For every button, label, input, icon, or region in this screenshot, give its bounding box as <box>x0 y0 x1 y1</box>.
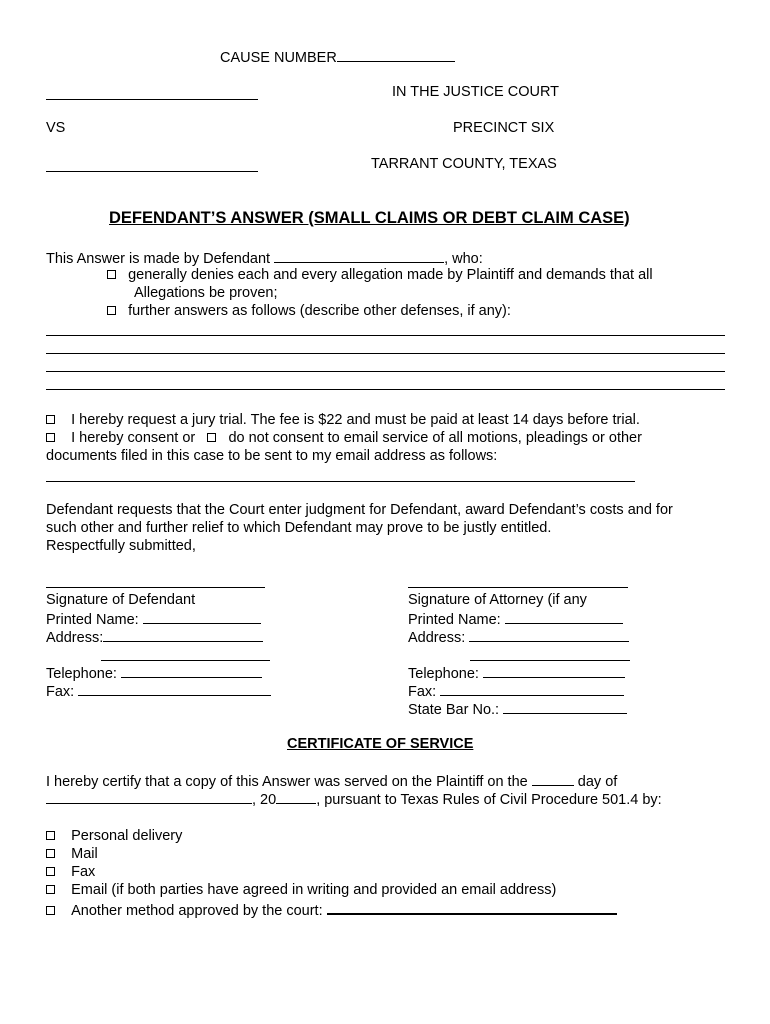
attorney-state-bar-field[interactable] <box>503 699 627 714</box>
attorney-telephone-field[interactable] <box>483 663 625 678</box>
attorney-fax-row <box>408 681 624 701</box>
email-consent-line2: documents filed in this case to be sent to my email address as follows: <box>46 448 498 464</box>
email-consent-row <box>46 429 725 447</box>
jury-request-checkbox[interactable] <box>46 415 55 424</box>
service-year-field[interactable] <box>276 789 316 804</box>
mail-label: Mail <box>71 846 98 862</box>
respectfully-submitted: Respectfully submitted, <box>46 538 196 554</box>
cause-number-row <box>220 47 455 67</box>
certificate-year-prefix: , 20 <box>252 792 277 808</box>
defense-line-1[interactable] <box>46 335 725 336</box>
email-consent-text: I hereby consent or <box>71 430 196 446</box>
certificate-line2-suffix: , pursuant to Texas Rules of Civil Procedure 501.4 by: <box>316 792 662 808</box>
mail-checkbox[interactable] <box>46 849 55 858</box>
precinct-label: PRECINCT SIX <box>453 120 555 136</box>
defense-line-2[interactable] <box>46 353 725 354</box>
attorney-state-bar-label: State Bar No.: <box>408 702 500 718</box>
email-consent-part <box>46 429 642 447</box>
personal-delivery-checkbox[interactable] <box>46 831 55 840</box>
defendant-telephone-row <box>46 663 262 683</box>
method-fax <box>46 863 95 881</box>
attorney-fax-field[interactable] <box>440 681 624 696</box>
attorney-address-label: Address: <box>408 630 466 646</box>
option-further-answers <box>107 302 511 320</box>
service-day-field[interactable] <box>532 771 574 786</box>
attorney-printed-name-label: Printed Name: <box>408 612 501 628</box>
defendant-signature-line[interactable] <box>46 587 265 588</box>
court-label: IN THE JUSTICE COURT <box>392 84 560 100</box>
email-label: Email (if both parties have agreed in writing and provided an email address) <box>71 882 557 898</box>
option-general-denial <box>107 266 653 284</box>
certificate-line-1 <box>46 771 617 791</box>
email-not-consent-checkbox[interactable] <box>207 433 216 442</box>
cause-number-field[interactable] <box>337 47 455 62</box>
further-answers-text: further answers as follows (describe other defenses, if any): <box>128 303 511 319</box>
county-label: TARRANT COUNTY, TEXAS <box>371 156 557 172</box>
method-email <box>46 881 556 899</box>
document-title: DEFENDANT’S ANSWER (SMALL CLAIMS OR DEBT CLAIM CASE) <box>109 209 630 227</box>
certificate-line-2 <box>46 789 662 809</box>
judgment-text-1: Defendant requests that the Court enter judgment for Defendant, award Defendant’s costs and for <box>46 502 673 518</box>
service-month-field[interactable] <box>46 789 252 804</box>
fax-label: Fax <box>71 864 96 880</box>
defendant-address-field[interactable] <box>103 627 263 642</box>
method-personal-delivery <box>46 827 182 845</box>
attorney-address-row <box>408 627 629 647</box>
email-consent-checkbox[interactable] <box>46 433 55 442</box>
defendant-fax-field[interactable] <box>78 681 271 696</box>
defendant-printed-name-row <box>46 609 261 629</box>
cause-number-label: CAUSE NUMBER <box>220 50 337 66</box>
attorney-state-bar-row <box>408 699 627 719</box>
fax-checkbox[interactable] <box>46 867 55 876</box>
vs-label: VS <box>46 120 66 136</box>
defendant-printed-name-field[interactable] <box>143 609 261 624</box>
attorney-telephone-label: Telephone: <box>408 666 479 682</box>
defendant-name-line[interactable] <box>46 171 258 172</box>
defendant-fax-row <box>46 681 271 701</box>
defendant-name-field[interactable] <box>274 248 444 263</box>
email-address-line[interactable] <box>46 481 635 482</box>
email-checkbox[interactable] <box>46 885 55 894</box>
plaintiff-name-line[interactable] <box>46 99 258 100</box>
attorney-printed-name-row <box>408 609 623 629</box>
judgment-line-1 <box>46 501 725 519</box>
attorney-fax-label: Fax: <box>408 684 437 700</box>
attorney-address-line2[interactable] <box>470 660 630 661</box>
general-denial-text: generally denies each and every allegation made by Plaintiff and demands that all <box>128 267 653 283</box>
jury-request-text: I hereby request a jury trial. The fee is $22 and must be paid at least 14 days before trial. <box>71 412 640 428</box>
general-denial-text-line2: Allegations be proven; <box>134 285 278 301</box>
method-other <box>46 899 617 920</box>
defense-line-3[interactable] <box>46 371 725 372</box>
personal-delivery-label: Personal delivery <box>71 828 183 844</box>
defendant-telephone-field[interactable] <box>121 663 262 678</box>
attorney-signature-label: Signature of Attorney (if any <box>408 592 587 608</box>
email-not-consent-text: do not consent to email service of all motions, pleadings or other <box>228 430 642 446</box>
defendant-address-line2[interactable] <box>101 660 270 661</box>
defendant-signature-label: Signature of Defendant <box>46 592 196 608</box>
defendant-address-label: Address: <box>46 630 104 646</box>
answer-intro-suffix: , who: <box>444 251 483 267</box>
other-method-field[interactable] <box>327 899 617 915</box>
other-method-label: Another method approved by the court: <box>71 903 323 919</box>
attorney-signature-line[interactable] <box>408 587 628 588</box>
attorney-printed-name-field[interactable] <box>505 609 623 624</box>
judgment-text-2: such other and further relief to which Defendant may prove to be justly entitled. <box>46 520 552 536</box>
defendant-telephone-label: Telephone: <box>46 666 117 682</box>
defense-line-4[interactable] <box>46 389 725 390</box>
certificate-line1-suffix: day of <box>577 774 618 790</box>
defendant-fax-label: Fax: <box>46 684 75 700</box>
further-answers-checkbox[interactable] <box>107 306 116 315</box>
answer-intro-prefix: This Answer is made by Defendant <box>46 251 271 267</box>
certificate-line1-prefix: I hereby certify that a copy of this Answer was served on the Plaintiff on the <box>46 774 528 790</box>
general-denial-checkbox[interactable] <box>107 270 116 279</box>
attorney-address-field[interactable] <box>469 627 629 642</box>
defendant-address-row <box>46 627 263 647</box>
answer-intro <box>46 248 483 268</box>
certificate-heading: CERTIFICATE OF SERVICE <box>287 736 474 752</box>
defendant-printed-name-label: Printed Name: <box>46 612 139 628</box>
attorney-telephone-row <box>408 663 625 683</box>
jury-request-row <box>46 411 640 429</box>
method-mail <box>46 845 98 863</box>
other-method-checkbox[interactable] <box>46 906 55 915</box>
